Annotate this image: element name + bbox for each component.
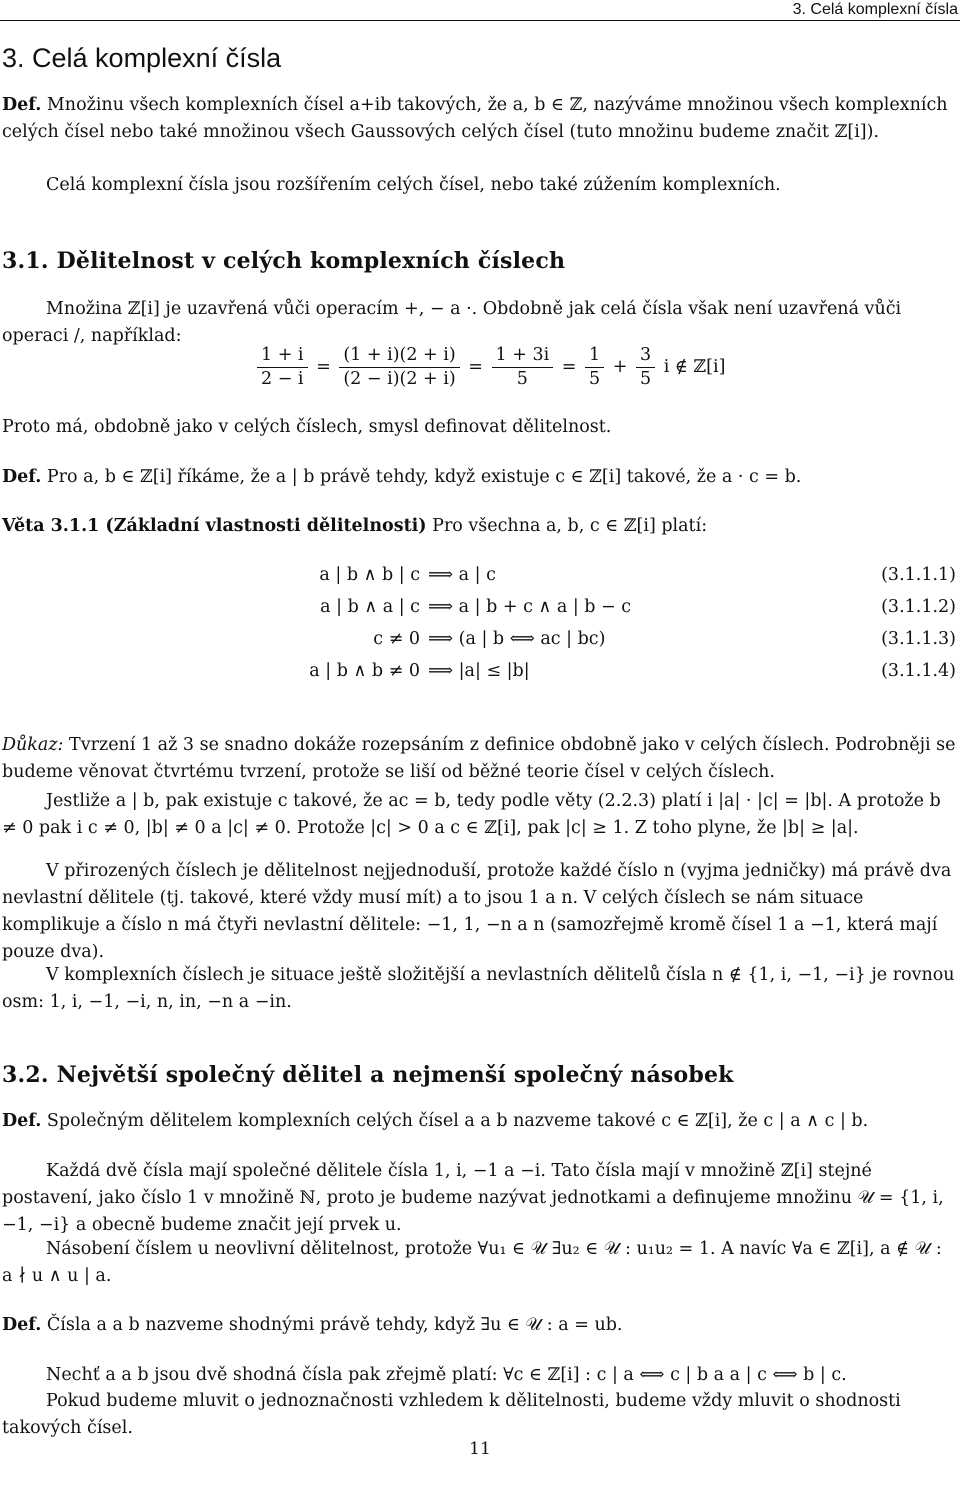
intro-paragraph: Celá komplexní čísla jsou rozšířením celých čísel, nebo také zúžením komplexních. [46,175,781,195]
section-title-gcd-lcm: 3.2. Největší společný dělitel a nejmenší společný násobek [2,1062,734,1088]
definition-associates [2,1312,956,1339]
equation-row [250,562,956,592]
equation-row [250,594,956,624]
proof-paragraph-1 [2,732,956,786]
definition-common-divisor [2,1108,956,1135]
definition-text: Společným dělitelem komplexních celých čísel a a b nazveme takové c ∈ ℤ[i], že c | a ∧ c | b. [46,1111,869,1131]
page-number: 11 [469,1439,491,1459]
equation-row [250,626,956,656]
proof-paragraph-2: Jestliže a | b, pak existuje c takové, že ac = b, tedy podle věty (2.2.3) platí i |a| · |c| = |b|. A protože b ≠ 0 pak i c ≠ 0, |b| ≠ 0 a |c| ≠ 0. Protože |c| > 0 a c ∈ ℤ[i], pak |c| ≥ 1. Z toho plyne, že |b| ≥ |a|. [2,791,941,839]
proof-text: Tvrzení 1 až 3 se snadno dokáže rozepsáním z definice obdobně jako v celých číslech. Podrobněji se budeme věnovat čtvrtému tvrzení, protože se liší od běžné teorie čísel v celých číslech. [2,735,956,783]
equation-number: (3.1.1.3) [881,629,956,649]
running-header-title: 3. Celá komplexní čísla [792,1,958,18]
equation-rhs: ⟹ |a| ≤ |b| [428,661,530,681]
complex-divisors-paragraph: V komplexních číslech je situace ještě složitější a nevlastních dělitelů čísla n ∉ {1, i, −1, −i} je rovnou osm: 1, i, −1, −i, n, in, −n a −in. [2,965,955,1013]
fraction-5: $\frac{3}{5}$ [636,344,655,391]
closure-paragraph: Množina ℤ[i] je uzavřená vůči operacím +, − a ·. Obdobně jak celá čísla však není uzavřená vůči operaci /, například: [2,299,902,347]
definition-text-line2: celých čísel nebo také množinou všech Gaussových celých čísel (tuto množinu budeme značit ℤ[i]). [2,122,880,143]
equation-rhs: ⟹ (a | b ⟺ ac | bc) [428,629,606,649]
running-header [0,2,960,21]
unit-multiplication-paragraph: Násobení číslem u neovlivní dělitelnost, protože ∀u₁ ∈ 𝒰 ∃u₂ ∈ 𝒰 : u₁u₂ = 1. A navíc ∀a ∈ ℤ[i], a ∉ 𝒰 : a ∤ u ∧ u | a. [2,1239,942,1287]
definition-label: Def. [2,1315,42,1335]
associates-property-paragraph: Nechť a a b jsou dvě shodná čísla pak zřejmě platí: ∀c ∈ ℤ[i] : c | a ⟺ c | b a a | c ⟺ b | c. [46,1365,847,1385]
definition-label: Def. [2,1111,42,1131]
definition-text: Pro a, b ∈ ℤ[i] říkáme, že a | b právě tehdy, když existuje c ∈ ℤ[i] takové, že a · c = b. [46,467,802,487]
definition-divisibility [2,464,956,491]
equation-lhs: c ≠ 0 [373,629,420,649]
equation-tail: i ∉ ℤ[i] [663,356,726,377]
chapter-title: 3. Celá komplexní čísla [2,43,282,73]
equals-sign: = [316,356,331,377]
definition-text: Čísla a a b nazveme shodnými právě tehdy, když ∃u ∈ 𝒰 : a = ub. [46,1315,623,1335]
equation-lhs: a | b ∧ b | c [319,565,420,585]
equation-rhs: ⟹ a | c [428,565,496,585]
section-title-divisibility: 3.1. Dělitelnost v celých komplexních číslech [2,248,566,274]
equation-number: (3.1.1.1) [881,565,956,585]
fraction-2: $\frac{(1 + i)(2 + i)}{(2 - i)(2 + i)}$ [339,344,459,391]
equation-lhs: a | b ∧ b ≠ 0 [309,661,420,681]
equation-lhs: a | b ∧ a | c [320,597,420,617]
divisibility-motivation: Proto má, obdobně jako v celých číslech, smysl definovat dělitelnost. [2,417,612,437]
theorem-text: Pro všechna a, b, c ∈ ℤ[i] platí: [432,516,708,536]
definition-label: Def. [2,467,42,487]
fraction-3: $\frac{1 + 3i}{5}$ [492,344,554,391]
definition-text-line1: Množinu všech komplexních čísel a+ib takových, že a, b ∈ ℤ, nazýváme množinou všech komplexních [46,95,948,115]
natural-divisors-paragraph: V přirozených číslech je dělitelnost nejjednoduší, protože každé číslo n (vyjma jedničky) má právě dva nevlastní dělitele (tj. takové, které vždy musí mít) a to jsou 1 a n. V celých číslech se nám situace komplikuje a číslo n má čtyři nevlastní dělitele: −1, 1, −n a n (samozřejmě kromě čísel 1 a −1, která mají pouze dva). [2,861,952,963]
uniqueness-paragraph: Pokud budeme mluvit o jednoznačnosti vzhledem k dělitelnosti, budeme vždy mluvit o shodnosti takových čísel. [2,1391,901,1439]
fraction-4: $\frac{1}{5}$ [585,344,604,391]
proof-label: Důkaz: [2,735,64,755]
theorem-label: Věta 3.1.1 (Základní vlastnosti dělitelnosti) [2,516,427,536]
theorem-3-1-1 [2,513,956,540]
equation-number: (3.1.1.2) [881,597,956,617]
equation-row [250,658,956,688]
division-example-equation [254,344,754,404]
units-paragraph: Každá dvě čísla mají společné dělitele čísla 1, i, −1 a −i. Tato čísla mají v množině ℤ[i] stejné postavení, jako číslo 1 v množině ℕ, proto je budeme nazývat jednotkami a definujeme množinu 𝒰 = {1, i, −1, −i} a obecně budeme značit její prvek u. [2,1161,944,1236]
equals-sign: = [468,356,483,377]
equation-number: (3.1.1.4) [881,661,956,681]
equals-sign: = [561,356,577,377]
plus-sign: + [612,356,628,377]
fraction-1: $\frac{1 + i}{2 - i}$ [257,344,308,391]
equation-rhs: ⟹ a | b + c ∧ a | b − c [428,597,632,617]
definition-gaussian-integers [2,92,956,146]
definition-label: Def. [2,95,42,115]
